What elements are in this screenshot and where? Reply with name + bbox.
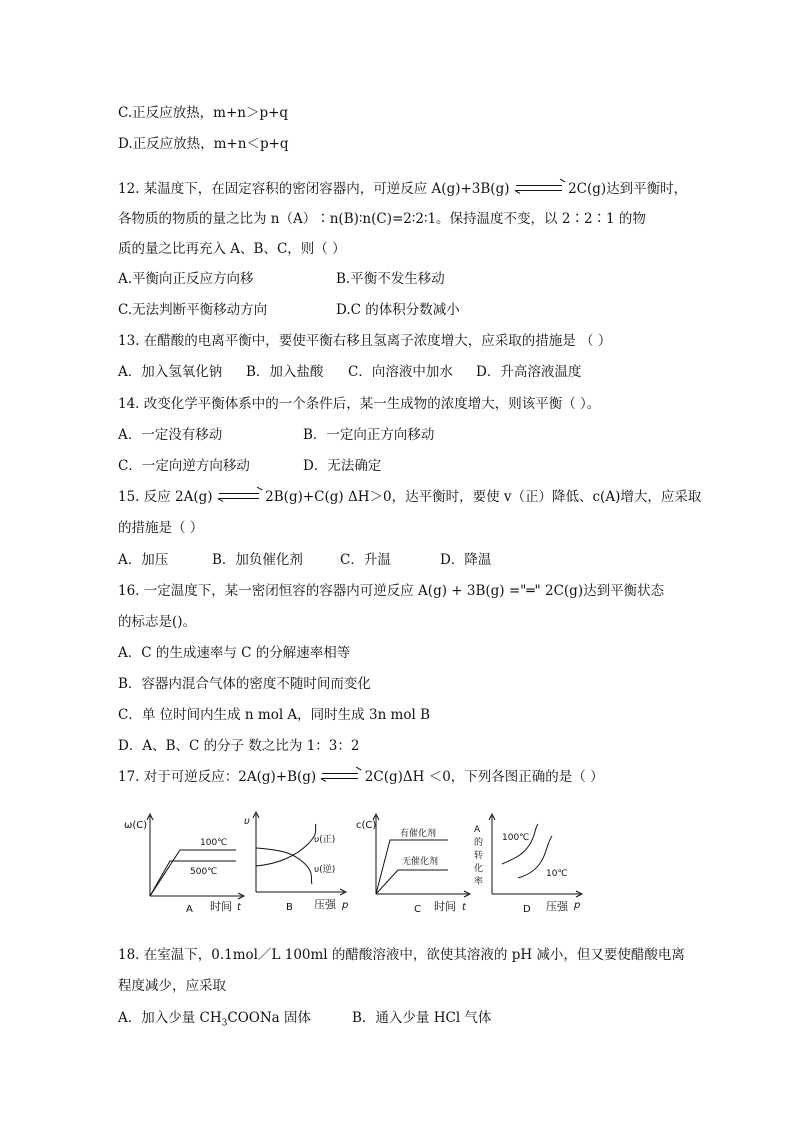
q14-stem: 14. 改变化学平衡体系中的一个条件后，某一生成物的浓度增大，则该平衡（ ）。 [118,396,601,412]
graph-d-curve1-label: 100℃ [502,833,530,843]
q12-option-d: D.C 的体积分数减小 [336,302,460,318]
equilibrium-arrow-icon [219,491,259,505]
q13-stem: 13. 在醋酸的电离平衡中，要使平衡右移且氢离子浓度增大，应采取的措施是 （ ） [118,333,612,349]
q12-option-a: A.平衡向正反应方向移 [118,271,254,287]
graph-a-letter: A [186,904,193,915]
q18-option-a-sub: 3 [221,1018,228,1029]
q18-option-b: B．通入少量 HCl 气体 [352,1010,492,1026]
q14-option-b: B．一定向正方向移动 [303,427,435,443]
graph-d-curve-100 [502,824,538,864]
graph-d-curve2-label: 10℃ [546,869,568,879]
q18-options-row [118,1009,678,1027]
graph-c-xlabel: 时间 [434,900,456,913]
q16-option-b: B．容器内混合气体的密度不随时间而变化 [118,676,371,692]
q13-options-row [118,363,678,381]
q18-stem-line1: 18. 在室温下，0.1mol／L 100ml 的醋酸溶液中，欲使其溶液的 pH 减小，但又要使醋酸电离 [118,947,685,963]
q15-option-c: C．升温 [340,552,391,568]
graph-a [124,814,244,915]
q15-option-a: A．加压 [118,552,169,568]
q13-option-a: A．加入氢氧化钠 [118,364,223,380]
q18-stem-line2: 程度减少，应采取 [118,978,226,994]
graph-c-curve2-label: 无催化剂 [402,857,439,867]
q15-stem-text-a: 15. 反应 2A(g) [118,489,213,505]
graph-c-xvar: t [462,902,466,913]
q12-option-b: B.平衡不发生移动 [336,271,445,287]
q16-option-c: C．单 位时间内生成 n mol A，同时生成 3n mol B [118,707,431,723]
q15-stem-text-b: 2B(g)+C(g) ΔH＞0，达平衡时，要使 v（正）降低、c(A)增大，应采取 [265,489,702,505]
q14-option-a: A．一定没有移动 [118,427,223,443]
q14-options-row1 [118,426,678,444]
graph-b-curve2-label: υ(逆) [314,865,336,875]
graph-b-letter: B [286,902,293,913]
graph-d-ylabel-char-2: 转 [474,851,484,861]
q12-stem-text-a: 12. 某温度下，在固定容积的密闭容器内，可逆反应 A(g)+3B(g) [118,181,510,197]
q12-stem-text-b: 2C(g)达到平衡时， [568,181,688,197]
q13-option-c: C．向溶液中加水 [348,364,453,380]
graph-d-xvar: p [574,900,581,911]
q18-option-a [118,1009,311,1033]
q17-stem-text-b: 2C(g)ΔH ＜0，下列各图正确的是（ ） [364,769,604,785]
graph-d-ylabel-char-0: A [474,825,481,835]
graph-c-curve1-label: 有催化剂 [400,829,437,839]
q17-graphs-figure [118,808,598,920]
graph-a-xlabel: 时间 [210,900,232,913]
q14-option-d: D．无法确定 [303,458,382,474]
q15-option-b: B．加负催化剂 [212,552,303,568]
graph-b-xlabel: 压强 [314,898,336,911]
graph-d [474,814,582,915]
q11-option-c: C.正反应放热，m+n＞p+q [118,105,289,121]
q18-option-a-post: COONa 固体 [227,1010,312,1026]
q16-stem-line1: 16. 一定温度下，某一密闭恒容的容器内可逆反应 A(g) + 3B(g) ="═" 2C(g)达到平衡状态 [118,583,665,599]
q14-option-c: C．一定向逆方向移动 [118,458,250,474]
q16-option-a: A．C 的生成速率与 C 的分解速率相等 [118,645,351,661]
q15-option-d: D．降温 [440,552,492,568]
graph-c [356,814,470,915]
graph-d-ylabel-char-3: 化 [474,864,484,874]
graph-b-curve1-label: υ(正) [314,835,336,845]
graph-c-letter: C [414,904,421,915]
graph-b-curve-reverse [256,824,316,866]
q15-stem-line1 [118,488,701,506]
q15-stem-line2: 的措施是（ ） [118,520,204,536]
q12-stem-line3: 质的量之比再充入 A、B、C，则（ ） [118,241,346,257]
graph-b-ylabel: υ [244,816,250,827]
graph-a-xvar: t [237,902,241,913]
equilibrium-arrow-icon [322,771,358,785]
q12-options-row1 [118,270,678,288]
graph-c-ylabel: c(C) [356,820,377,831]
q17-stem-text-a: 17. 对于可逆反应：2A(g)+B(g) [118,769,317,785]
equilibrium-arrow-icon [516,183,562,197]
q13-option-b: B．加入盐酸 [246,364,324,380]
q12-stem-line1 [118,180,687,198]
q16-stem-line2: 的标志是()。 [118,614,197,630]
q13-option-d: D．升高溶液温度 [476,364,582,380]
q18-option-a-pre: A．加入少量 CH [118,1010,222,1026]
q12-option-c: C.无法判断平衡移动方向 [118,302,268,318]
q12-options-row2 [118,301,678,319]
q11-option-d: D.正反应放热，m+n＜p+q [118,136,289,152]
graph-d-letter: D [523,904,531,915]
graph-d-xlabel: 压强 [546,900,568,913]
q14-options-row2 [118,457,678,475]
graph-c-curve-no-catalyst [376,870,448,894]
q15-options-row [118,551,678,569]
graph-a-ylabel: ω(C) [124,820,148,831]
graph-a-curve2-label: 500℃ [190,867,218,877]
q17-stem [118,768,604,786]
graph-b-curve-forward [256,848,312,884]
q16-option-d: D．A、B、C 的分子 数之比为 1：3：2 [118,738,360,754]
q12-stem-line2: 各物质的物质的量之比为 n（A）∶n(B)∶n(C)=2∶2∶1。保持温度不变，以 2∶2∶1 的物 [118,211,646,227]
graph-a-curve1-label: 100℃ [200,838,228,848]
graph-c-curve-catalyst [376,840,448,894]
graph-b [244,812,348,913]
graph-d-ylabel-char-1: 的 [474,838,484,848]
graph-d-ylabel-char-4: 率 [474,877,484,887]
graph-b-xvar: p [342,900,349,911]
